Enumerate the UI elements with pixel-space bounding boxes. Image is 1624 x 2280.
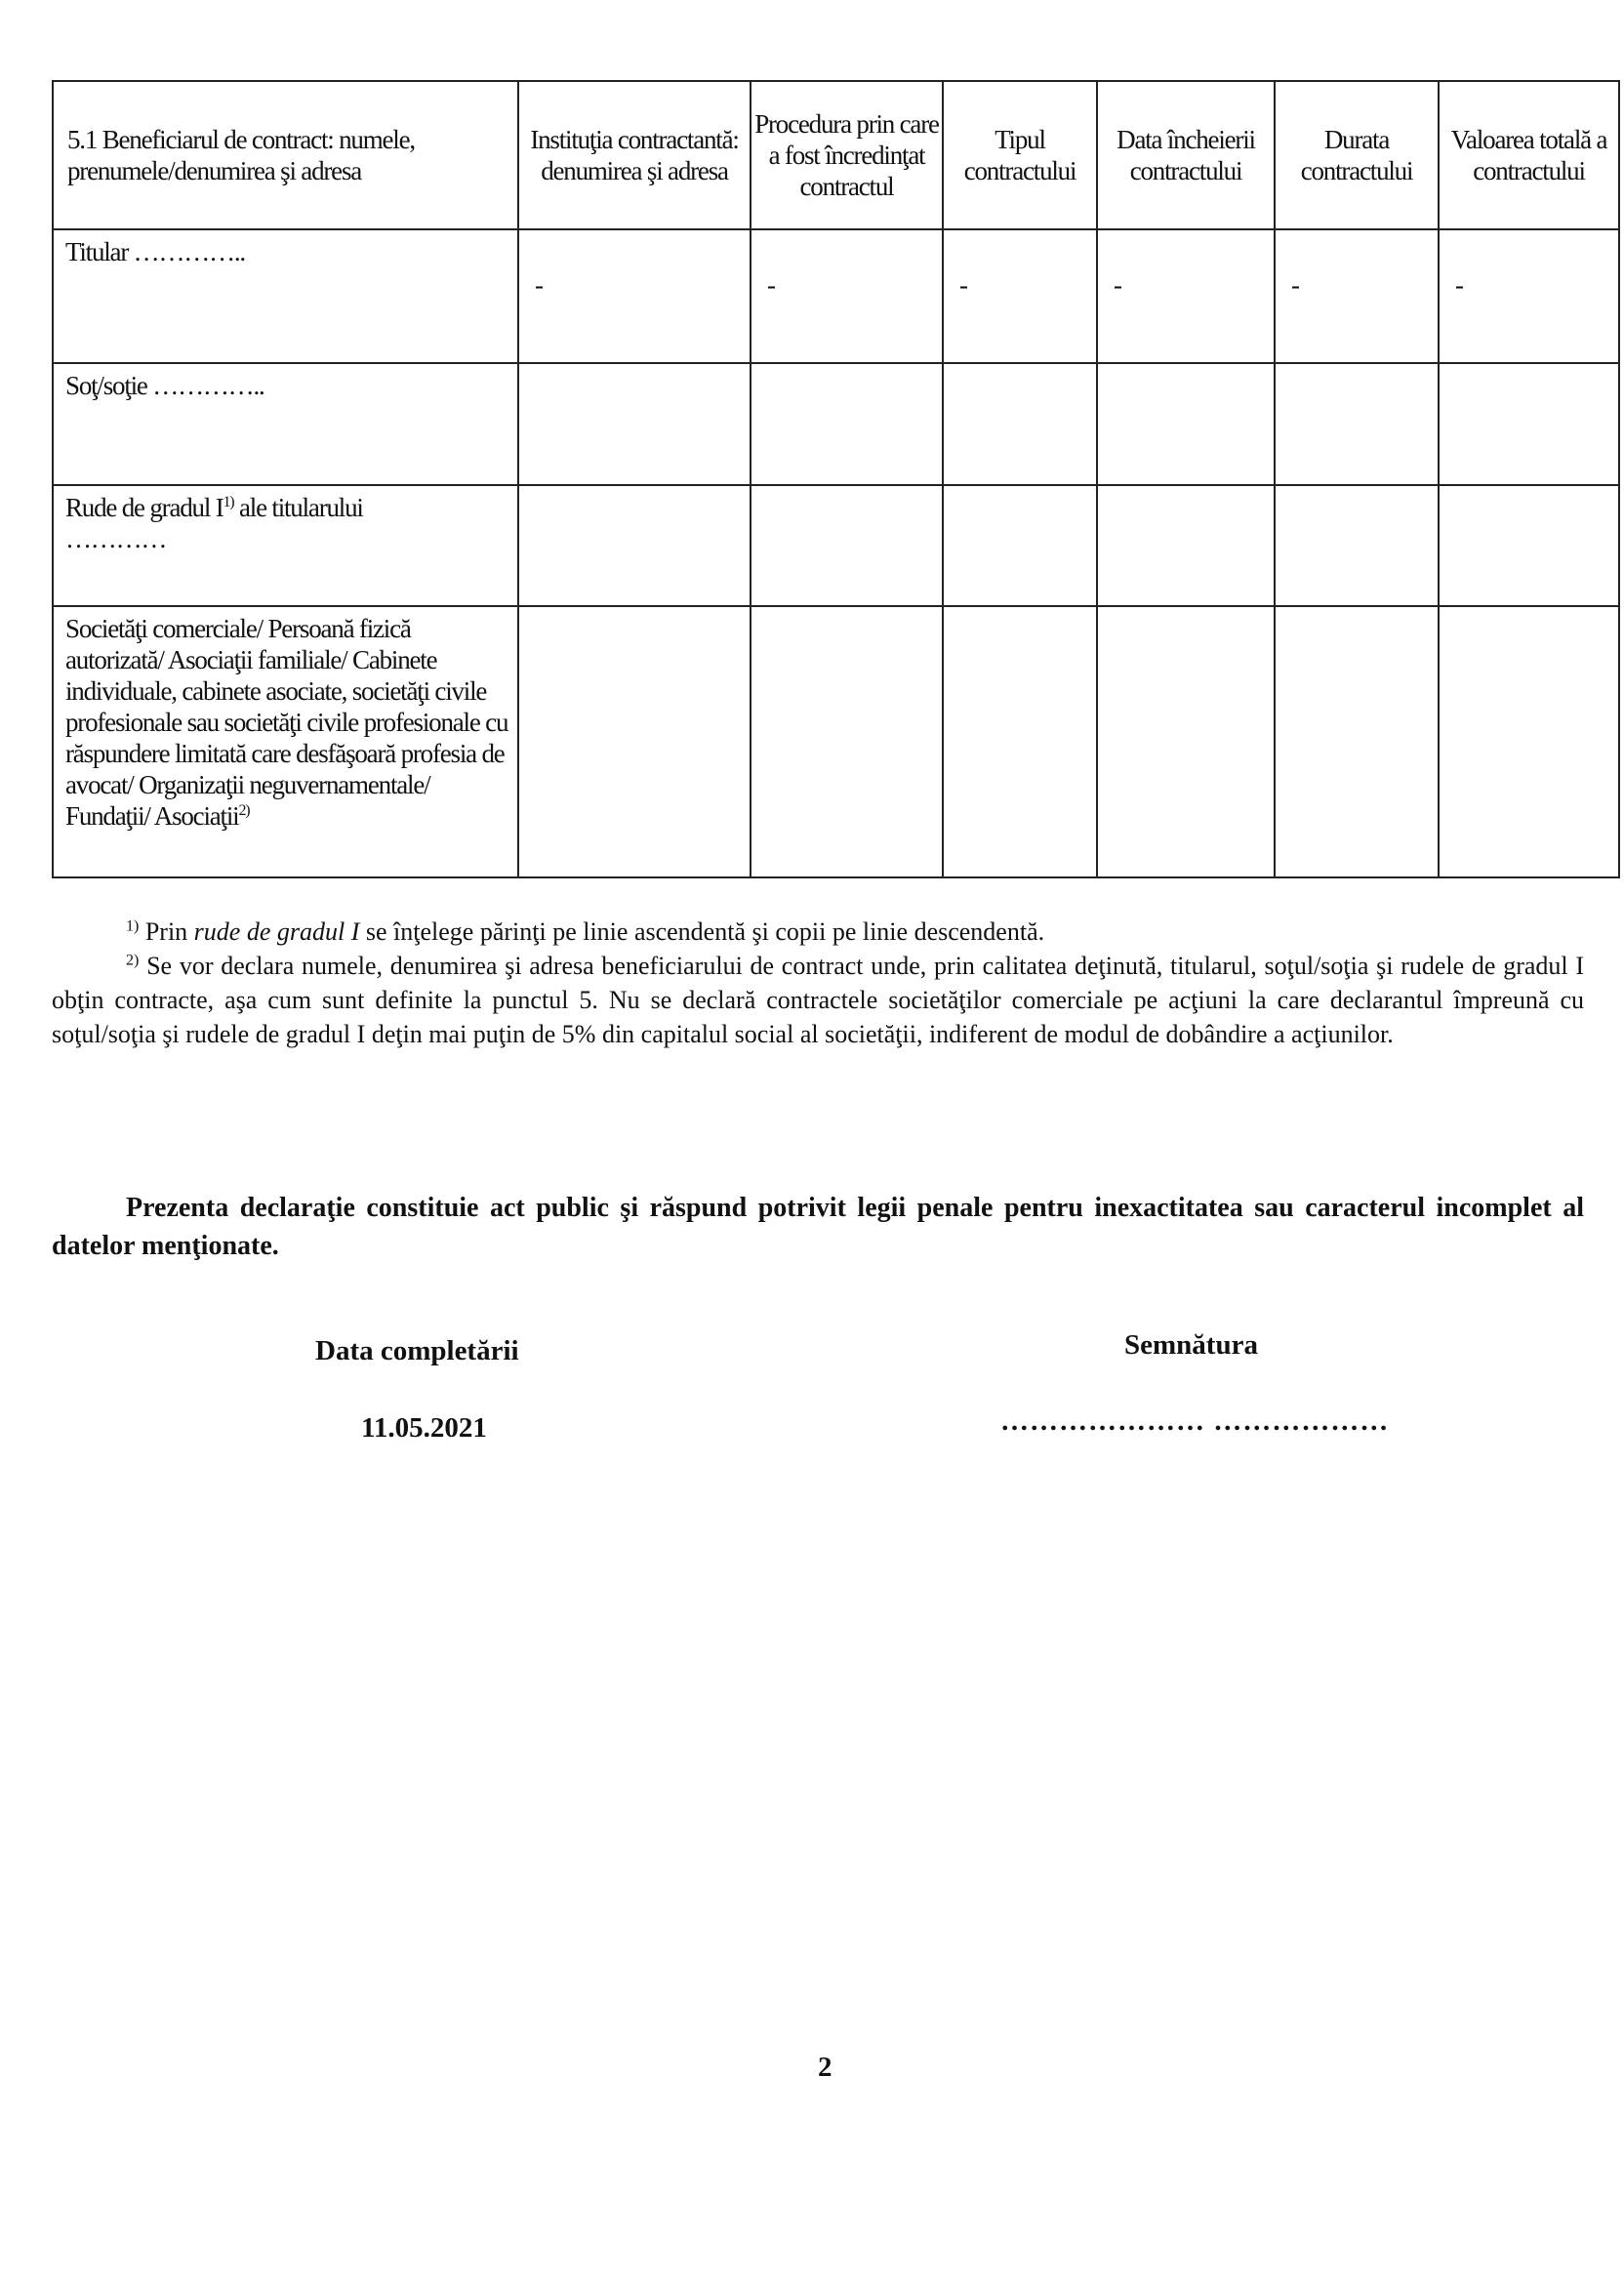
table-row-titular [53, 229, 1619, 363]
table-cell [1275, 606, 1439, 877]
table-cell [518, 606, 751, 877]
table-cell [1275, 363, 1439, 485]
signature-line: ………………… ……………… [1000, 1405, 1390, 1437]
legal-statement: Prezenta declaraţie constituie act public şi răspund potrivit legii penale pentru inexactitatea sau caracterul incomplet al datelor menţionate. [52, 1193, 1584, 1261]
header-procedure: Procedura prin care a fost încredinţat contractul [751, 81, 943, 229]
date-value: 11.05.2021 [361, 1412, 487, 1444]
table-cell [943, 485, 1097, 606]
footnote-1: $^{1)}$ Prin rude de gradul I se înţelege părinţi pe linie ascendentă şi copii pe linie descendentă. [126, 917, 1045, 946]
table-cell [1097, 606, 1275, 877]
table-row-spouse [53, 363, 1619, 485]
table-cell [943, 606, 1097, 877]
table-cell [1439, 606, 1619, 877]
footnote-2: $^{2)}$ Se vor declara numele, denumirea şi adresa beneficiarului de contract unde, prin calitatea deţinută, titularul, soţul/soţia şi rudele de gradul I obţin contracte, aşa cum sunt definite la punctul 5. Nu se declară contractele societăţilor comerciale pe acţiuni la care declarantul împreună cu soţul/soţia şi rudele de gradul I deţin mai puţin de 5% din capitalul social al societăţii, indiferent de modul de dobândire a acţiunilor. [52, 952, 1585, 1048]
signature-label: Semnătura [1124, 1329, 1258, 1361]
header-duration: Durata contractului [1275, 81, 1439, 229]
table-cell [1439, 363, 1619, 485]
table-cell [1097, 485, 1275, 606]
date-label: Data completării [315, 1335, 519, 1366]
table-cell: - [1291, 270, 1299, 300]
header-total-value: Valoarea totală a contractului [1439, 81, 1619, 229]
footnotes [52, 915, 1584, 1051]
table-row-companies [53, 606, 1619, 877]
table-cell [518, 485, 751, 606]
row-label-companies: Societăţi comerciale/ Persoană fizică autorizată/ Asociaţii familiale/ Cabinete individuale, cabinete asociate, societăţi civile profesionale sau societăţi civile profesionale cu răspundere limitată care desfăşoară profesia de avocat/ Organizaţii neguvernamentale/ Fundaţii/ Asociaţii$^{2)}$ [53, 606, 518, 877]
header-contract-type: Tipul contractului [943, 81, 1097, 229]
page-number: 2 [818, 2052, 832, 2083]
header-institution: Instituţia contractantă: denumirea şi adresa [518, 81, 751, 229]
table-row-relatives [53, 485, 1619, 606]
contracts-table [52, 80, 1620, 878]
table-cell: - [1455, 270, 1463, 300]
table-cell [943, 363, 1097, 485]
header-conclusion-date: Data încheierii contractului [1097, 81, 1275, 229]
table-cell [518, 363, 751, 485]
row-label-titular: Titular ………….. [53, 229, 518, 363]
table-cell [1097, 363, 1275, 485]
table-cell: - [959, 270, 967, 300]
table-cell [751, 485, 943, 606]
table-cell: - [767, 270, 775, 300]
row-label-spouse: Soţ/soţie ………….. [53, 363, 518, 485]
table-header-row [53, 81, 1619, 229]
table-cell [751, 606, 943, 877]
table-cell: - [535, 270, 543, 300]
table-cell [751, 363, 943, 485]
table-cell [1275, 485, 1439, 606]
table-cell [1439, 485, 1619, 606]
header-beneficiary: 5.1 Beneficiarul de contract: numele, prenumele/denumirea şi adresa [53, 81, 518, 229]
table-cell: - [1114, 270, 1121, 300]
row-label-relatives: Rude de gradul $I^{1)}$ ale titularului ………… [53, 485, 518, 606]
